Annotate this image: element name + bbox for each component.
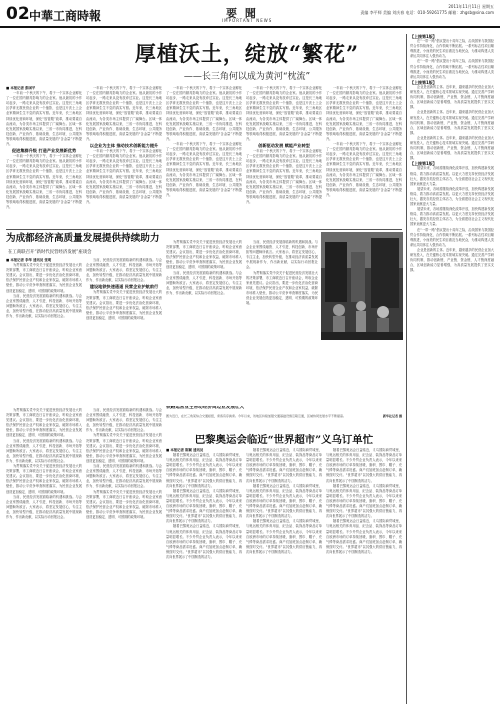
- lead-headline: 厚植沃土，绽放“繁花”: [134, 41, 360, 66]
- story2-box-title: 建设地铁快速通道 民营企业护航前行: [89, 284, 159, 290]
- right-body-3b: 展望未来，各地将继续深化改革开放，加快构建新发展格局，着力推动高质量发展。以更大力度支持民营经济发展壮大，激发各类经营主体活力，为全面建设社会主义现代化国家贡献更大力量。: [410, 186, 494, 207]
- column-divider: [406, 34, 407, 704]
- story3-body-1c: 随着巴黎奥运会日益临近，义乌国际商贸城里，与奥运相关的体育用品、纪念品、装饰品等商品订单量明显增长。不少外贸企业负责人表示，今年以来来自欧洲市场的订单持续回暖，旗帜、围巾、帽子、充气棒等商品需求旺盛。商户们加班加点赶制订单，确保按时交付。“世界超市”以其强大的供应链能力，再次向世界展示了中国制造的活力。: [166, 524, 242, 559]
- story3-column-1: [166, 448, 242, 704]
- paper-name: 中華工商時報: [29, 9, 102, 23]
- lead-column-1: [6, 86, 82, 226]
- story2-body-5c: 为贯彻落实党中央关于促进民营经济发展壮大的决策部署，市工商联近日召开座谈会，听取企业家意见建议。会议指出，要进一步优化法治化营商环境，依法保护民营企业产权和企业家权益，破除市场准入壁垒，推动公平竞争审查制度落实，为民营企业发展创造更加稳定、透明、可预期的政策环境。: [6, 464, 82, 494]
- page-number: 02: [6, 4, 30, 24]
- right-body-2b: 企业是创新的主体。近年来，越来越多的民营企业加大研发投入，在关键核心技术领域实现突破。通过完善产学研协同机制，推动创新链、产业链、资金链、人才链深度融合，区域创新能力显著增强，为高质量发展提供了坚实支撑。: [410, 110, 494, 135]
- right-body-1: 在“一带一路”倡议提出十周年之际，沿线国家与我国经贸合作持续深化，合作领域不断拓展。一系列标志性项目顺利推进，小而美的民生项目惠及当地民众，为推动构建人类命运共同体注入强劲动力。: [410, 39, 494, 59]
- lead-body-5b: 一年前一个秋天的下午，将于一个实体企业孵化了一位在国内颇具影响力的企业家。他从最初的小作坊起步，一路走来从没有放弃过实业。这是长三角地区孕育无数民营企业的一个缩影，也是这片沃土上企业家精神生生不息的真实写照。近年来，长三角地区持续优化营商环境，深化“放管服”改革，推动要素自由流动，为各类市场主体提供了广阔舞台。区域一体化发展国家战略实施以来，三省一市协同推进，在科技创新、产业协作、基础设施、生态环境、公共服务等领域取得积极进展，高质量发展的“含金量”不断提升。: [326, 142, 402, 197]
- story3-body-3b: 随着巴黎奥运会日益临近，义乌国际商贸城里，与奥运相关的体育用品、纪念品、装饰品等商品订单量明显增长。不少外贸企业负责人表示，今年以来来自欧洲市场的订单持续回暖，旗帜、围巾、帽子、充气棒等商品需求旺盛。商户们加班加点赶制订单，确保按时交付。“世界超市”以其强大的供应链能力，再次向世界展示了中国制造的活力。: [326, 483, 402, 519]
- story2-body-6b: 为贯彻落实党中央关于促进民营经济发展壮大的决策部署，市工商联近日召开座谈会，听取企业家意见建议。会议指出，要进一步优化法治化营商环境，依法保护民营企业产权和企业家权益，破除市场准入壁垒，推动公平竞争审查制度落实，为民营企业发展创造更加稳定、透明、可预期的政策环境。: [86, 433, 162, 463]
- right-kicker-1: 【上接第1版】: [410, 34, 437, 39]
- section-title-en: IMPORTANT NEWS: [222, 18, 273, 23]
- lead-body-3b: 一年前一个秋天的下午，将于一个实体企业孵化了一位在国内颇具影响力的企业家。他从最初的小作坊起步，一路走来从没有放弃过实业。这是长三角地区孕育无数民营企业的一个缩影，也是这片沃土上企业家精神生生不息的真实写照。近年来，长三角地区持续优化营商环境，深化“放管服”改革，推动要素自由流动，为各类市场主体提供了广阔舞台。区域一体化发展国家战略实施以来，三省一市协同推进，在科技创新、产业协作、基础设施、生态环境、公共服务等领域取得积极进展，高质量发展的“含金量”不断提升。: [166, 142, 242, 197]
- lead-column-3: [166, 86, 242, 226]
- story2-body-3b: 当前，民营经济发展面临新的机遇和挑战。与会企业家围绕融资、人才引进、科技创新、市场开拓等问题畅所欲言。大家表示，将坚定发展信心，专注主业，加快转型升级，在推动经济高质量发展中展现新作为、作出新贡献，以实际行动回报社会。: [166, 270, 242, 295]
- right-kicker-2: 【上接第1版】: [410, 79, 437, 85]
- story2-body-5: 为贯彻落实党中央关于促进民营经济发展壮大的决策部署，市工商联近日召开座谈会，听取企业家意见建议。会议指出，要进一步优化法治化营商环境，依法保护民营企业产权和企业家权益，破除市场准入壁垒，推动公平竞争审查制度落实，为民营企业发展创造更加稳定、透明、可预期的政策环境。: [6, 408, 82, 438]
- right-body-2: 企业是创新的主体。近年来，越来越多的民营企业加大研发投入，在关键核心技术领域实现突破。通过完善产学研协同机制，推动创新链、产业链、资金链、人才链深度融合，区域创新能力显著增强，为高质量发展提供了坚实支撑。: [410, 84, 494, 110]
- story3-body-3c: 随着巴黎奥运会日益临近，义乌国际商贸城里，与奥运相关的体育用品、纪念品、装饰品等商品订单量明显增长。不少外贸企业负责人表示，今年以来来自欧洲市场的订单持续回暖，旗帜、围巾、帽子、充气棒等商品需求旺盛。商户们加班加点赶制订单，确保按时交付。“世界超市”以其强大的供应链能力，再次向世界展示了中国制造的活力。: [326, 519, 402, 554]
- story2-byline: ■ 本报记者 李华 通讯员 张明: [6, 258, 52, 262]
- divider: [6, 229, 402, 230]
- issue-editor: 责编 李平师 美编 刘庆春 电话：010-59261775 邮箱：zhgsb@sina.com: [360, 10, 494, 15]
- story2-column-5: [6, 408, 82, 704]
- story2-headline: 为成都经济高质量发展提供持续助力: [6, 233, 160, 244]
- masthead: [0, 0, 500, 28]
- issue-info: [360, 4, 494, 16]
- lead-subheading-3: 创新驱动发展 赋能产业转型: [258, 143, 310, 149]
- right-body-3: 展望未来，各地将继续深化改革开放，加快构建新发展格局，着力推动高质量发展。以更大力度支持民营经济发展壮大，激发各类经营主体活力，为全面建设社会主义现代化国家贡献更大力量。: [410, 166, 494, 186]
- right-body-2c: 企业是创新的主体。近年来，越来越多的民营企业加大研发投入，在关键核心技术领域实现突破。通过完善产学研协同机制，推动创新链、产业链、资金链、人才链深度融合，区域创新能力显著增强，为高质量发展提供了坚实支撑。: [410, 135, 494, 161]
- story2-subhead: 在工商联召开“新时代民营经济发展”座谈会: [8, 250, 92, 255]
- issue-date: 2011年11月11日 星期五: [448, 4, 494, 9]
- lead-subheading-1: 促进集群升级 打造产业发展新优势: [11, 148, 77, 154]
- story2-body-1b: 当前，民营经济发展面临新的机遇和挑战。与会企业家围绕融资、人才引进、科技创新、市场开拓等问题畅所欲言。大家表示，将坚定发展信心，专注主业，加快转型升级，在推动经济高质量发展中展现新作为、作出新贡献，以实际行动回报社会。: [6, 293, 82, 319]
- story2-body-6: 当前，民营经济发展面临新的机遇和挑战。与会企业家围绕融资、人才引进、科技创新、市场开拓等问题畅所欲言。大家表示，将坚定发展信心，专注主业，加快转型升级，在推动经济高质量发展中展现新作为、作出新贡献，以实际行动回报社会。: [86, 408, 162, 433]
- story3-byline: ■ 本报记者 陈颖 通讯员: [166, 448, 204, 452]
- lead-body-2: 一年前一个秋天的下午，将于一个实体企业孵化了一位在国内颇具影响力的企业家。他从最初的小作坊起步，一路走来从没有放弃过实业。这是长三角地区孕育无数民营企业的一个缩影，也是这片沃土上企业家精神生生不息的真实写照。近年来，长三角地区持续优化营商环境，深化“放管服”改革，推动要素自由流动，为各类市场主体提供了广阔舞台。区域一体化发展国家战略实施以来，三省一市协同推进，在科技创新、产业协作、基础设施、生态环境、公共服务等领域取得积极进展，高质量发展的“含金量”不断提升。: [86, 86, 162, 141]
- lead-body-2b: 一年前一个秋天的下午，将于一个实体企业孵化了一位在国内颇具影响力的企业家。他从最初的小作坊起步，一路走来从没有放弃过实业。这是长三角地区孕育无数民营企业的一个缩影，也是这片沃土上企业家精神生生不息的真实写照。近年来，长三角地区持续优化营商环境，深化“放管服”改革，推动要素自由流动，为各类市场主体提供了广阔舞台。区域一体化发展国家战略实施以来，三省一市协同推进，在科技创新、产业协作、基础设施、生态环境、公共服务等领域取得积极进展，高质量发展的“含金量”不断提升。: [86, 149, 162, 204]
- lead-body-5: 一年前一个秋天的下午，将于一个实体企业孵化了一位在国内颇具影响力的企业家。他从最初的小作坊起步，一路走来从没有放弃过实业。这是长三角地区孕育无数民营企业的一个缩影，也是这片沃土上企业家精神生生不息的真实写照。近年来，长三角地区持续优化营商环境，深化“放管服”改革，推动要素自由流动，为各类市场主体提供了广阔舞台。区域一体化发展国家战略实施以来，三省一市协同推进，在科技创新、产业协作、基础设施、生态环境、公共服务等领域取得积极进展，高质量发展的“含金量”不断提升。: [326, 86, 402, 141]
- story3-body-3: 随着巴黎奥运会日益临近，义乌国际商贸城里，与奥运相关的体育用品、纪念品、装饰品等商品订单量明显增长。不少外贸企业负责人表示，今年以来来自欧洲市场的订单持续回暖，旗帜、围巾、帽子、充气棒等商品需求旺盛。商户们加班加点赶制订单，确保按时交付。“世界超市”以其强大的供应链能力，再次向世界展示了中国制造的活力。: [326, 448, 402, 483]
- story2-body-5b: 当前，民营经济发展面临新的机遇和挑战。与会企业家围绕融资、人才引进、科技创新、市场开拓等问题畅所欲言。大家表示，将坚定发展信心，专注主业，加快转型升级，在推动经济高质量发展中展现新作为、作出新贡献，以实际行动回报社会。: [6, 438, 82, 463]
- story2-column-1: [6, 258, 82, 404]
- story2-body-6d: 为贯彻落实党中央关于促进民营经济发展壮大的决策部署，市工商联近日召开座谈会，听取企业家意见建议。会议指出，要进一步优化法治化营商环境，依法保护民营企业产权和企业家权益，破除市场准入壁垒，推动公平竞争审查制度落实，为民营企业发展创造更加稳定、透明、可预期的政策环境。: [86, 489, 162, 519]
- lead-subhead: ——长三角何以成为黄河“枕流”: [183, 72, 311, 82]
- lead-column-2: [86, 86, 162, 226]
- story3-column-2: [246, 448, 322, 704]
- story2-column-2: [86, 258, 162, 404]
- lead-column-5: [326, 86, 402, 226]
- lead-body-1b: 一年前一个秋天的下午，将于一个实体企业孵化了一位在国内颇具影响力的企业家。他从最初的小作坊起步，一路走来从没有放弃过实业。这是长三角地区孕育无数民营企业的一个缩影，也是这片沃土上企业家精神生生不息的真实写照。近年来，长三角地区持续优化营商环境，深化“放管服”改革，推动要素自由流动，为各类市场主体提供了广阔舞台。区域一体化发展国家战略实施以来，三省一市协同推进，在科技创新、产业协作、基础设施、生态环境、公共服务等领域取得积极进展，高质量发展的“含金量”不断提升。: [6, 154, 82, 210]
- lead-byline: ■ 本报记者 彭国平: [6, 86, 36, 90]
- lead-body-1: 一年前一个秋天的下午，将于一个实体企业孵化了一位在国内颇具影响力的企业家。他从最初的小作坊起步，一路走来从没有放弃过实业。这是长三角地区孕育无数民营企业的一个缩影，也是这片沃土上企业家精神生生不息的真实写照。近年来，长三角地区持续优化营商环境，深化“放管服”改革，推动要素自由流动，为各类市场主体提供了广阔舞台。区域一体化发展国家战略实施以来，三省一市协同推进，在科技创新、产业协作、基础设施、生态环境、公共服务等领域取得积极进展，高质量发展的“含金量”不断提升。: [6, 91, 82, 147]
- story3-column-3: [326, 448, 402, 704]
- photo-caption-text: 图为近日，在长三角某综合交通枢纽，乘客有序换乘。今年以来，该地区持续加强交通基础设施互联互通，区域协同发展水平不断提高。: [166, 414, 347, 418]
- story2-body-4b: 为贯彻落实党中央关于促进民营经济发展壮大的决策部署，市工商联近日召开座谈会，听取企业家意见建议。会议指出，要进一步优化法治化营商环境，依法保护民营企业产权和企业家权益，破除市场准入壁垒，推动公平竞争审查制度落实，为民营企业发展创造更加稳定、透明、可预期的政策环境。: [246, 270, 318, 306]
- story2-column-6: [86, 408, 162, 704]
- lead-column-4: [246, 86, 322, 226]
- lead-body-3: 一年前一个秋天的下午，将于一个实体企业孵化了一位在国内颇具影响力的企业家。他从最初的小作坊起步，一路走来从没有放弃过实业。这是长三角地区孕育无数民营企业的一个缩影，也是这片沃土上企业家精神生生不息的真实写照。近年来，长三角地区持续优化营商环境，深化“放管服”改革，推动要素自由流动，为各类市场主体提供了广阔舞台。区域一体化发展国家战略实施以来，三省一市协同推进，在科技创新、产业协作、基础设施、生态环境、公共服务等领域取得积极进展，高质量发展的“含金量”不断提升。: [166, 86, 242, 141]
- story2-body-5d: 当前，民营经济发展面临新的机遇和挑战。与会企业家围绕融资、人才引进、科技创新、市场开拓等问题畅所欲言。大家表示，将坚定发展信心，专注主业，加快转型升级，在推动经济高质量发展中展现新作为、作出新贡献，以实际行动回报社会。: [6, 494, 82, 519]
- story3-headline: 巴黎奥运会临近“世界超市”义乌订单忙: [194, 434, 374, 446]
- story2-body-1: 为贯彻落实党中央关于促进民营经济发展壮大的决策部署，市工商联近日召开座谈会，听取企业家意见建议。会议指出，要进一步优化法治化营商环境，依法保护民营企业产权和企业家权益，破除市场准入壁垒，推动公平竞争审查制度落实，为民营企业发展创造更加稳定、透明、可预期的政策环境。: [6, 263, 82, 293]
- right-body-1b: 在“一带一路”倡议提出十周年之际，沿线国家与我国经贸合作持续深化，合作领域不断拓展。一系列标志性项目顺利推进，小而美的民生项目惠及当地民众，为推动构建人类命运共同体注入强劲动力。: [410, 59, 494, 79]
- story2-body-2b: 为贯彻落实党中央关于促进民营经济发展壮大的决策部署，市工商联近日召开座谈会，听取企业家意见建议。会议指出，要进一步优化法治化营商环境，依法保护民营企业产权和企业家权益，破除市场准入壁垒，推动公平竞争审查制度落实，为民营企业发展创造更加稳定、透明、可预期的政策环境。: [86, 290, 162, 320]
- story2-body-4: 当前，民营经济发展面临新的机遇和挑战。与会企业家围绕融资、人才引进、科技创新、市场开拓等问题畅所欲言。大家表示，将坚定发展信心，专注主业，加快转型升级，在推动经济高质量发展中展现新作为、作出新贡献，以实际行动回报社会。: [246, 240, 318, 270]
- right-kicker-3: 【上接第1版】: [410, 161, 437, 167]
- right-body-3e: 企业是创新的主体。近年来，越来越多的民营企业加大研发投入，在关键核心技术领域实现突破。通过完善产学研协同机制，推动创新链、产业链、资金链、人才链深度融合，区域创新能力显著增强，为高质量发展提供了坚实支撑。: [410, 247, 494, 273]
- story2-column-4: [246, 240, 318, 404]
- story3-body-2: 随着巴黎奥运会日益临近，义乌国际商贸城里，与奥运相关的体育用品、纪念品、装饰品等商品订单量明显增长。不少外贸企业负责人表示，今年以来来自欧洲市场的订单持续回暖，旗帜、围巾、帽子、充气棒等商品需求旺盛。商户们加班加点赶制订单，确保按时交付。“世界超市”以其强大的供应链能力，再次向世界展示了中国制造的活力。: [246, 448, 322, 483]
- right-body-3d: 在“一带一路”倡议提出十周年之际，沿线国家与我国经贸合作持续深化，合作领域不断拓展。一系列标志性项目顺利推进，小而美的民生项目惠及当地民众，为推动构建人类命运共同体注入强劲动力。: [410, 227, 494, 247]
- photo-caption: [166, 414, 402, 432]
- right-column: [410, 34, 494, 704]
- story3-body-2b: 随着巴黎奥运会日益临近，义乌国际商贸城里，与奥运相关的体育用品、纪念品、装饰品等商品订单量明显增长。不少外贸企业负责人表示，今年以来来自欧洲市场的订单持续回暖，旗帜、围巾、帽子、充气棒等商品需求旺盛。商户们加班加点赶制订单，确保按时交付。“世界超市”以其强大的供应链能力，再次向世界展示了中国制造的活力。: [246, 483, 322, 519]
- section-title: 要 聞: [226, 7, 258, 20]
- lead-body-4: 一年前一个秋天的下午，将于一个实体企业孵化了一位在国内颇具影响力的企业家。他从最初的小作坊起步，一路走来从没有放弃过实业。这是长三角地区孕育无数民营企业的一个缩影，也是这片沃土上企业家精神生生不息的真实写照。近年来，长三角地区持续优化营商环境，深化“放管服”改革，推动要素自由流动，为各类市场主体提供了广阔舞台。区域一体化发展国家战略实施以来，三省一市协同推进，在科技创新、产业协作、基础设施、生态环境、公共服务等领域取得积极进展，高质量发展的“含金量”不断提升。: [246, 86, 322, 141]
- story2-column-3: [166, 240, 242, 404]
- story3-body-2c: 随着巴黎奥运会日益临近，义乌国际商贸城里，与奥运相关的体育用品、纪念品、装饰品等商品订单量明显增长。不少外贸企业负责人表示，今年以来来自欧洲市场的订单持续回暖，旗帜、围巾、帽子、充气棒等商品需求旺盛。商户们加班加点赶制订单，确保按时交付。“世界超市”以其强大的供应链能力，再次向世界展示了中国制造的活力。: [246, 519, 322, 554]
- lead-subheading-2: 以企业为主体 推动技术创新能力提升: [89, 143, 159, 149]
- news-photo: [321, 232, 403, 340]
- story3-body-1b: 随着巴黎奥运会日益临近，义乌国际商贸城里，与奥运相关的体育用品、纪念品、装饰品等商品订单量明显增长。不少外贸企业负责人表示，今年以来来自欧洲市场的订单持续回暖，旗帜、围巾、帽子、充气棒等商品需求旺盛。商户们加班加点赶制订单，确保按时交付。“世界超市”以其强大的供应链能力，再次向世界展示了中国制造的活力。: [166, 488, 242, 524]
- photo-caption-title: 铁路运营业主带动经济周边业发展壮大: [166, 406, 245, 410]
- story3-body-1: 随着巴黎奥运会日益临近，义乌国际商贸城里，与奥运相关的体育用品、纪念品、装饰品等商品订单量明显增长。不少外贸企业负责人表示，今年以来来自欧洲市场的订单持续回暖，旗帜、围巾、帽子、充气棒等商品需求旺盛。商户们加班加点赶制订单，确保按时交付。“世界超市”以其强大的供应链能力，再次向世界展示了中国制造的活力。: [166, 453, 242, 488]
- story2-body-3: 为贯彻落实党中央关于促进民营经济发展壮大的决策部署，市工商联近日召开座谈会，听取企业家意见建议。会议指出，要进一步优化法治化营商环境，依法保护民营企业产权和企业家权益，破除市场准入壁垒，推动公平竞争审查制度落实，为民营企业发展创造更加稳定、透明、可预期的政策环境。: [166, 240, 242, 270]
- right-body-3c: 展望未来，各地将继续深化改革开放，加快构建新发展格局，着力推动高质量发展。以更大力度支持民营经济发展壮大，激发各类经营主体活力，为全面建设社会主义现代化国家贡献更大力量。: [410, 207, 494, 227]
- story2-body-2: 当前，民营经济发展面临新的机遇和挑战。与会企业家围绕融资、人才引进、科技创新、市场开拓等问题畅所欲言。大家表示，将坚定发展信心，专注主业，加快转型升级，在推动经济高质量发展中展现新作为、作出新贡献，以实际行动回报社会。: [86, 258, 162, 283]
- news-photo-image: [321, 232, 403, 340]
- lead-body-4b: 一年前一个秋天的下午，将于一个实体企业孵化了一位在国内颇具影响力的企业家。他从最初的小作坊起步，一路走来从没有放弃过实业。这是长三角地区孕育无数民营企业的一个缩影，也是这片沃土上企业家精神生生不息的真实写照。近年来，长三角地区持续优化营商环境，深化“放管服”改革，推动要素自由流动，为各类市场主体提供了广阔舞台。区域一体化发展国家战略实施以来，三省一市协同推进，在科技创新、产业协作、基础设施、生态环境、公共服务等领域取得积极进展，高质量发展的“含金量”不断提升。: [246, 149, 322, 204]
- photo-credit: 新华社记者 摄: [382, 414, 402, 418]
- story2-body-6c: 当前，民营经济发展面临新的机遇和挑战。与会企业家围绕融资、人才引进、科技创新、市场开拓等问题畅所欲言。大家表示，将坚定发展信心，专注主业，加快转型升级，在推动经济高质量发展中展现新作为、作出新贡献，以实际行动回报社会。: [86, 464, 162, 489]
